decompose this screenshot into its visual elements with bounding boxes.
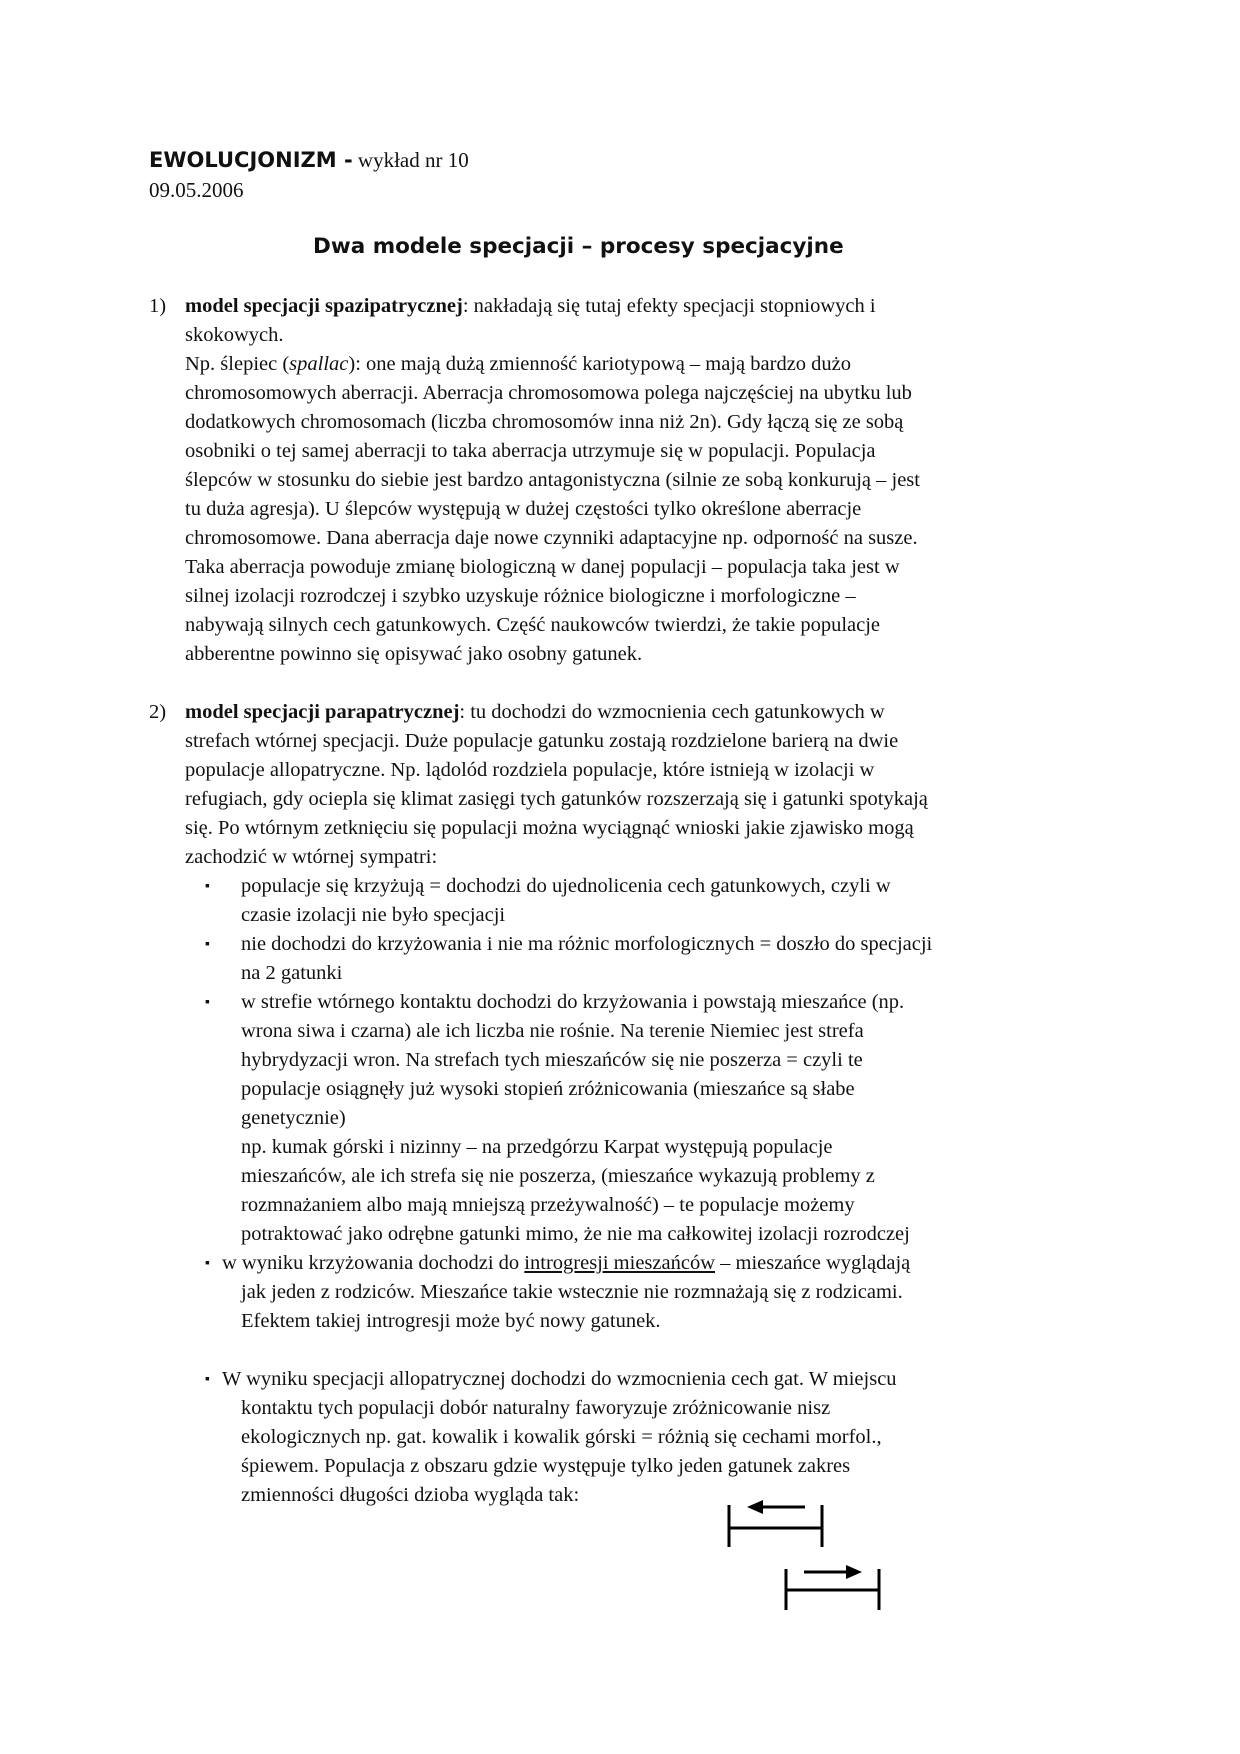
bullet-icon: ▪	[205, 1256, 210, 1271]
text-segment: czasie izolacji nie było specjacji	[241, 904, 506, 926]
text-segment: : nakładają się tutaj efekty specjacji stopniowych i	[462, 295, 876, 317]
text-segment: ): one mają dużą zmienność kariotypową – mają bardzo dużo	[348, 353, 852, 375]
text-segment: osobniki o tej samej aberracji to taka aberracja utrzymuje się w populacji. Populacja	[185, 440, 876, 462]
text-segment: silnej izolacji rozrodczej i szybko uzyskuje różnice biologiczne i morfologiczne –	[185, 585, 856, 607]
text-segment: się. Po wtórnym zetknięciu się populacji można wyciągnąć wnioski jakie zjawisko mogą	[185, 817, 914, 839]
text-segment: dodatkowych chromosomach (liczba chromosomów inna niż 2n). Gdy łączą się ze sobą	[185, 411, 904, 433]
text-segment: chromosomowe. Dana aberracja daje nowe czynniki adaptacyjne np. odporność na susze.	[185, 527, 918, 549]
text-segment: Efektem takiej introgresji może być nowy gatunek.	[241, 1310, 661, 1332]
text-segment: genetycznie)	[241, 1107, 346, 1129]
text-segment: ślepców w stosunku do siebie jest bardzo antagonistyczna (silnie ze sobą konkurują – jest	[185, 469, 920, 491]
text-segment: np. kumak górski i nizinny – na przedgórzu Karpat występują populacje	[241, 1136, 833, 1158]
text-segment: strefach wtórnej specjacji. Duże populacje gatunku zostają rozdzielone barierą na dwie	[185, 730, 899, 752]
text-segment: populacje allopatryczne. Np. lądolód rozdziela populacje, które istnieją w izolacji w	[185, 759, 875, 781]
text-segment: : tu dochodzi do wzmocnienia cech gatunkowych w	[459, 701, 885, 723]
text-segment: ekologicznych np. gat. kowalik i kowalik górski = różnią się cechami morfol.,	[241, 1426, 882, 1448]
list-number: 2)	[149, 701, 167, 723]
lecture-date: 09.05.2006	[149, 178, 244, 202]
text-segment: refugiach, gdy ociepla się klimat zasięgi tych gatunków rozszerzają się i gatunki spotykają	[185, 788, 928, 810]
text-segment: Taka aberracja powoduje zmianę biologiczną w danej populacji – populacja taka jest w	[185, 556, 900, 578]
text-segment: na 2 gatunki	[241, 962, 343, 984]
term-italic: spallac	[289, 353, 349, 375]
text-segment: Np. ślepiec (	[185, 353, 290, 375]
bullet-icon: ▪	[205, 879, 210, 894]
text-segment: populacje osiągnęły już wysoki stopień zróżnicowania (mieszańce są słabe	[241, 1078, 855, 1100]
text-segment: rozmnażaniem albo mają mniejszą przeżywalność) – te populacje możemy	[241, 1194, 855, 1216]
course-name: EWOLUCJONIZM -	[149, 148, 353, 172]
text-segment: nabywają silnych cech gatunkowych. Część naukowców twierdzi, że takie populacje	[185, 614, 881, 636]
term-underlined: introgresji mieszańców	[524, 1252, 716, 1274]
range-bracket-top	[729, 1500, 822, 1547]
text-segment: potraktować jako odrębne gatunki mimo, że nie ma całkowitej izolacji rozrodczej	[241, 1223, 910, 1245]
range-bracket-bottom	[786, 1565, 879, 1610]
bullet-icon: ▪	[205, 1372, 210, 1387]
text-segment: w wyniku krzyżowania dochodzi do	[222, 1252, 525, 1274]
lecture-number: wykład nr 10	[357, 148, 469, 172]
bullet-icon: ▪	[205, 995, 210, 1010]
list-number: 1)	[149, 295, 167, 317]
text-segment: mieszańców, ale ich strefa się nie poszerza, (mieszańce wykazują problemy z	[241, 1165, 875, 1187]
term-bold: model specjacji spazipatrycznej	[185, 295, 463, 317]
arrow-right-icon	[846, 1565, 862, 1579]
text-segment: chromosomowych aberracji. Aberracja chromosomowa polega najczęściej na ubytku lub	[185, 382, 912, 404]
section-heading: Dwa modele specjacji – procesy specjacyjne	[313, 234, 844, 259]
text-segment: tu duża agresja). U ślepców występują w dużej częstości tylko określone aberracje	[185, 498, 862, 520]
text-segment: śpiewem. Populacja z obszaru gdzie występuje tylko jeden gatunek zakres	[241, 1455, 851, 1477]
term-bold: model specjacji parapatrycznej	[185, 701, 460, 723]
arrow-left-icon	[747, 1500, 763, 1514]
text-segment: skokowych.	[185, 324, 284, 346]
text-segment: zmienności długości dzioba wygląda tak:	[241, 1484, 580, 1506]
text-segment: hybrydyzacji wron. Na strefach tych mieszańców się nie poszerza = czyli te	[241, 1049, 863, 1071]
text-segment: W wyniku specjacji allopatrycznej dochodzi do wzmocnienia cech gat. W miejscu	[222, 1368, 897, 1390]
text-segment: zachodzić w wtórnej sympatri:	[185, 846, 438, 868]
text-segment: nie dochodzi do krzyżowania i nie ma różnic morfologicznych = doszło do specjacji	[241, 933, 933, 955]
text-segment: populacje się krzyżują = dochodzi do ujednolicenia cech gatunkowych, czyli w	[241, 875, 891, 897]
text-segment: jak jeden z rodziców. Mieszańce takie wstecznie nie rozmnażają się z rodzicami.	[241, 1281, 903, 1303]
text-segment: wrona siwa i czarna) ale ich liczba nie rośnie. Na terenie Niemiec jest strefa	[241, 1020, 864, 1042]
bullet-icon: ▪	[205, 937, 210, 952]
text-segment: w strefie wtórnego kontaktu dochodzi do krzyżowania i powstają mieszańce (np.	[241, 991, 905, 1013]
text-segment: kontaktu tych populacji dobór naturalny faworyzuje zróżnicowanie nisz	[241, 1397, 831, 1419]
text-segment: abberentne powinno się opisywać jako osobny gatunek.	[185, 643, 643, 665]
text-segment: – mieszańce wyglądają	[715, 1252, 911, 1274]
